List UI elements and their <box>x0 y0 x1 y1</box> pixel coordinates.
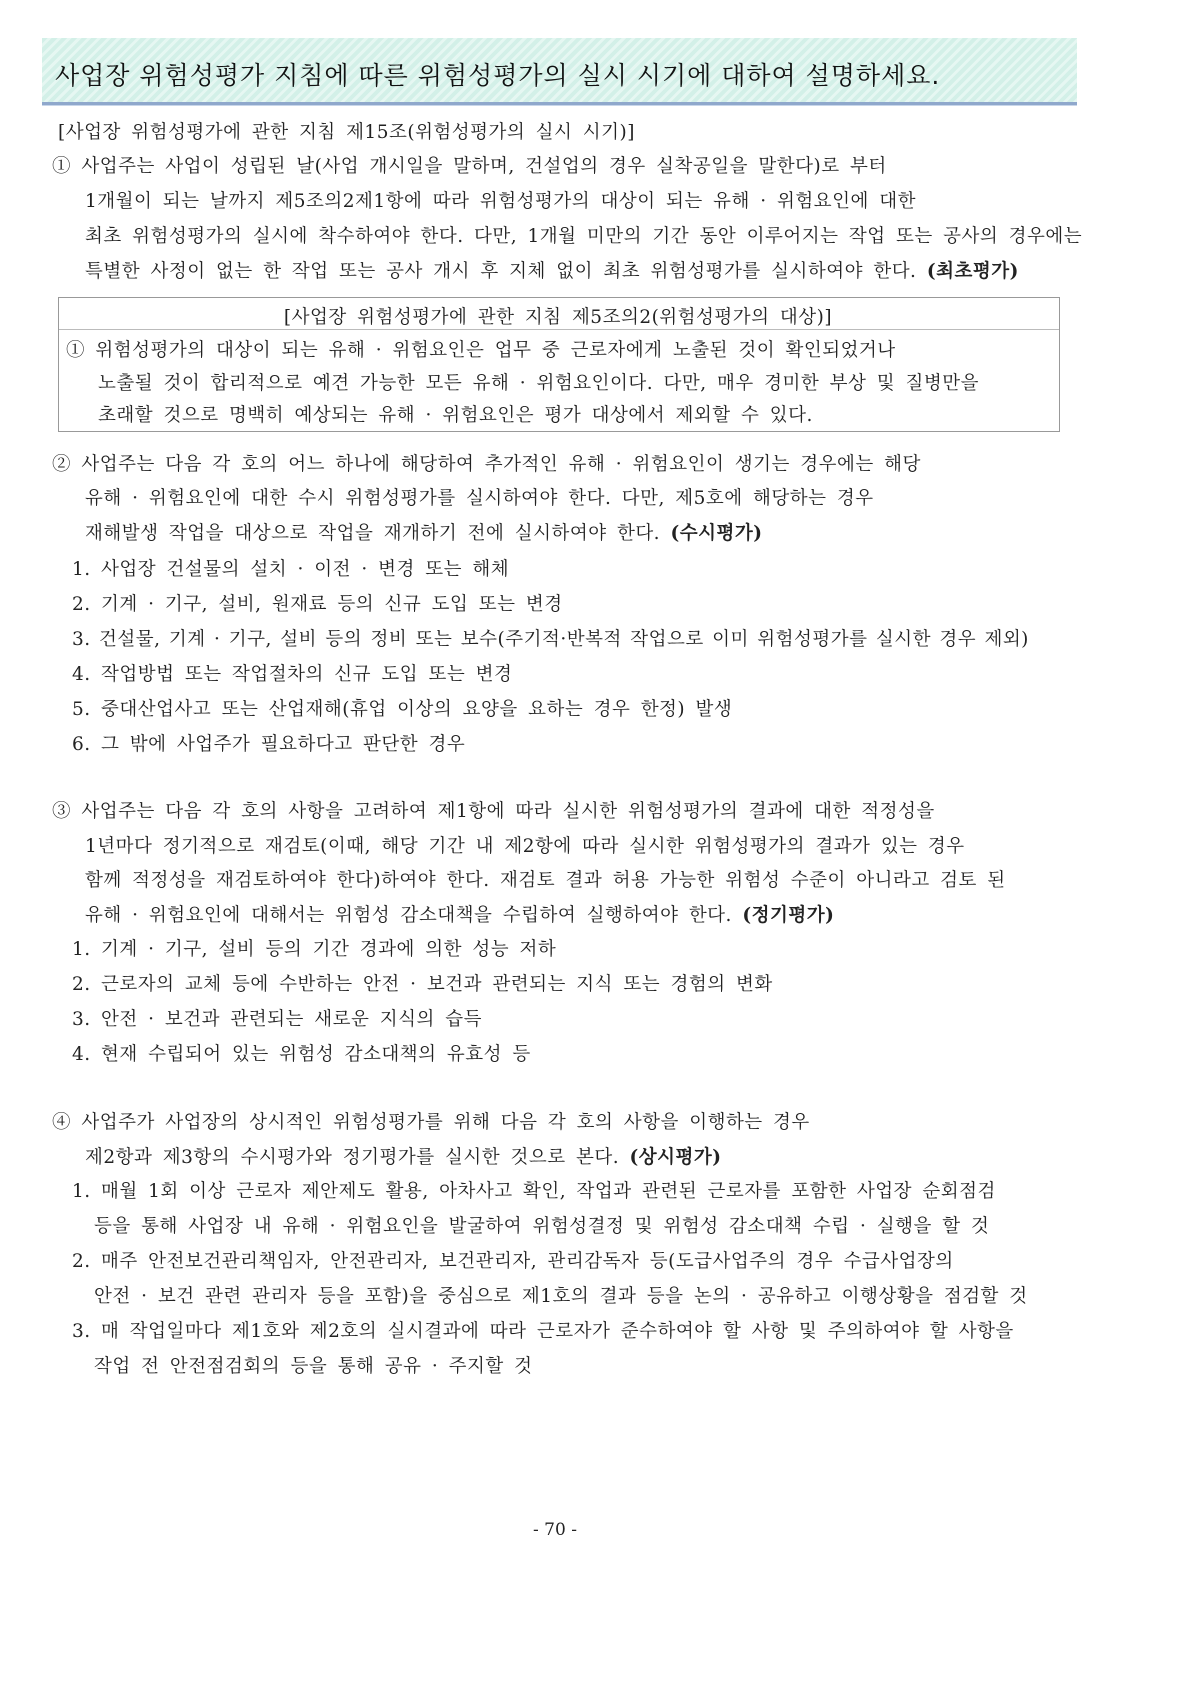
p4-item: 작업 전 안전점검회의 등을 통해 공유 · 주지할 것 <box>94 1356 533 1377</box>
p2-item: 4. 작업방법 또는 작업절차의 신규 도입 또는 변경 <box>72 664 513 685</box>
p3-item: 1. 기계 · 기구, 설비 등의 기간 경과에 의한 성능 저하 <box>72 939 557 960</box>
p4-line <box>85 1143 722 1169</box>
p3-line <box>85 901 834 927</box>
p4-tag: (상시평가) <box>629 1147 722 1168</box>
p3-line: 함께 적정성을 재검토하여야 한다)하여야 한다. 재검토 결과 허용 가능한 위험성 수준이 아니라고 검토 된 <box>85 870 1006 891</box>
p3-line: ③ 사업주는 다음 각 호의 사항을 고려하여 제1항에 따라 실시한 위험성평가의 결과에 대한 적정성을 <box>52 801 935 822</box>
p4-item: 2. 매주 안전보건관리책임자, 안전관리자, 보건관리자, 관리감독자 등(도급사업주의 경우 수급사업장의 <box>72 1251 954 1272</box>
p2-line <box>85 519 762 545</box>
p4-item: 안전 · 보건 관련 관리자 등을 포함)을 중심으로 제1호의 결과 등을 논의 · 공유하고 이행상황을 점검할 것 <box>94 1286 1028 1307</box>
box-divider <box>59 329 1059 330</box>
p4-line-text: 제2항과 제3항의 수시평가와 정기평가를 실시한 것으로 본다. <box>85 1147 630 1168</box>
p2-item: 5. 중대산업사고 또는 산업재해(휴업 이상의 요양을 요하는 경우 한정) 발생 <box>72 699 733 720</box>
p3-tag: (정기평가) <box>742 905 835 926</box>
p2-line: ② 사업주는 다음 각 호의 어느 하나에 해당하여 추가적인 유해 · 위험요인이 생기는 경우에는 해당 <box>52 454 921 475</box>
p4-line: ④ 사업주가 사업장의 상시적인 위험성평가를 위해 다음 각 호의 사항을 이행하는 경우 <box>52 1112 810 1133</box>
p3-line-text: 유해 · 위험요인에 대해서는 위험성 감소대책을 수립하여 실행하여야 한다. <box>85 905 743 926</box>
p2-item: 2. 기계 · 기구, 설비, 원재료 등의 신규 도입 또는 변경 <box>72 594 563 615</box>
p4-item: 등을 통해 사업장 내 유해 · 위험요인을 발굴하여 위험성결정 및 위험성 감소대책 수립 · 실행을 할 것 <box>94 1216 990 1237</box>
p2-line-text: 재해발생 작업을 대상으로 작업을 재개하기 전에 실시하여야 한다. <box>85 523 671 544</box>
p3-line: 1년마다 정기적으로 재검토(이때, 해당 기간 내 제2항에 따라 실시한 위험성평가의 결과가 있는 경우 <box>85 836 965 857</box>
box-line: 노출될 것이 합리적으로 예견 가능한 모든 유해 · 위험요인이다. 다만, 매우 경미한 부상 및 질병만을 <box>98 373 979 394</box>
p2-tag: (수시평가) <box>670 523 763 544</box>
box-line: ① 위험성평가의 대상이 되는 유해 · 위험요인은 업무 중 근로자에게 노출된 것이 확인되었거나 <box>66 340 896 361</box>
box-heading: [사업장 위험성평가에 관한 지침 제5조의2(위험성평가의 대상)] <box>283 307 833 328</box>
p2-item: 3. 건설물, 기계 · 기구, 설비 등의 정비 또는 보수(주기적·반복적 작업으로 이미 위험성평가를 실시한 경우 제외) <box>72 629 1029 650</box>
p1-tag: (최초평가) <box>926 261 1019 282</box>
p1-line-text: 특별한 사정이 없는 한 작업 또는 공사 개시 후 지체 없이 최초 위험성평가를 실시하여야 한다. <box>85 261 927 282</box>
p2-item: 1. 사업장 건설물의 설치 · 이전 · 변경 또는 해체 <box>72 559 510 580</box>
p1-line: 1개월이 되는 날까지 제5조의2제1항에 따라 위험성평가의 대상이 되는 유해 · 위험요인에 대한 <box>85 191 917 212</box>
box-line: 초래할 것으로 명백히 예상되는 유해 · 위험요인은 평가 대상에서 제외할 수 있다. <box>98 405 813 426</box>
p1-line: ① 사업주는 사업이 성립된 날(사업 개시일을 말하며, 건설업의 경우 실착공일을 말한다)로 부터 <box>52 156 887 177</box>
page-title: 사업장 위험성평가 지침에 따른 위험성평가의 실시 시기에 대하여 설명하세요. <box>55 61 941 90</box>
p3-item: 3. 안전 · 보건과 관련되는 새로운 지식의 습득 <box>72 1009 483 1030</box>
page-number: - 70 - <box>533 1520 577 1540</box>
p4-item: 3. 매 작업일마다 제1호와 제2호의 실시결과에 따라 근로자가 준수하여야 할 사항 및 주의하여야 할 사항을 <box>72 1321 1014 1342</box>
p2-line: 유해 · 위험요인에 대한 수시 위험성평가를 실시하여야 한다. 다만, 제5호에 해당하는 경우 <box>85 488 874 509</box>
article15-heading: [사업장 위험성평가에 관한 지침 제15조(위험성평가의 실시 시기)] <box>58 122 635 143</box>
title-underline <box>42 102 1077 106</box>
p2-item: 6. 그 밖에 사업주가 필요하다고 판단한 경우 <box>72 734 466 755</box>
p3-item: 2. 근로자의 교체 등에 수반하는 안전 · 보건과 관련되는 지식 또는 경험의 변화 <box>72 974 773 995</box>
p1-line: 최초 위험성평가의 실시에 착수하여야 한다. 다만, 1개월 미만의 기간 동안 이루어지는 작업 또는 공사의 경우에는 <box>85 226 1083 247</box>
p3-item: 4. 현재 수립되어 있는 위험성 감소대책의 유효성 등 <box>72 1044 531 1065</box>
p1-line <box>85 257 1019 283</box>
p4-item: 1. 매월 1회 이상 근로자 제안제도 활용, 아차사고 확인, 작업과 관련된 근로자를 포함한 사업장 순회점검 <box>72 1181 996 1202</box>
